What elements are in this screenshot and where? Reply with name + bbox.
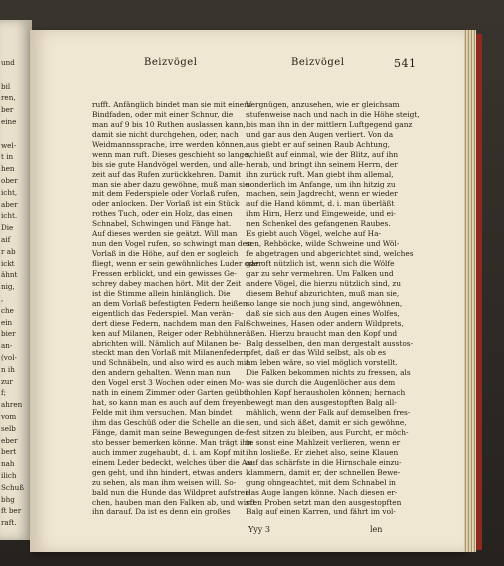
text-line: mählich, wenn der Falk auf demselben fres- xyxy=(246,408,411,418)
text-line: ihn losließe. Er ziehet also, seine Klauen xyxy=(246,447,399,457)
left-page-fragment: , xyxy=(1,294,4,303)
text-line: bald nun die Hunde das Wildpret aufstrei- xyxy=(92,487,251,497)
catchword: len xyxy=(370,525,383,534)
text-line: damit sie nicht durchgehen, oder, nach xyxy=(92,129,239,139)
text-line: Schnabel, Schwingen und Fänge hat. xyxy=(92,219,232,229)
text-line: den Vogel erst 3 Wochen oder einen Mo- xyxy=(92,378,245,388)
text-line: und Schnäbeln, und also wird es auch mit xyxy=(92,358,250,368)
text-line: te sonst eine Mahlzeit verlieren, wenn er xyxy=(246,437,401,447)
page-number: 541 xyxy=(394,57,417,70)
text-line: Bindfaden, oder mit einer Schnur, die xyxy=(92,109,234,119)
red-binding-edge xyxy=(476,34,482,550)
text-line: Fänge, damit man seine Bewegungen de- xyxy=(92,427,247,437)
left-page-fragment: ren, xyxy=(1,93,16,103)
text-line: ihm das Geschüß oder die Schelle an die xyxy=(92,418,245,427)
text-line: was sie durch die Augenlöcher aus dem xyxy=(246,378,396,388)
text-line: sto besser bemerken könne. Man trägt ihn xyxy=(92,437,252,447)
text-line: fliegt, wenn er sein gewöhnliches Luder oder xyxy=(92,259,262,268)
text-line: schießt auf einmal, wie der Blitz, auf ihn xyxy=(246,149,399,159)
text-line: und gar aus den Augen verliert. Von da xyxy=(246,129,394,139)
text-line: fe abgetragen und abgerichtet sind, welches xyxy=(246,249,414,259)
text-line: machen, sein Jagdrecht, wenn er wieder xyxy=(246,189,398,199)
text-line: nun den Vogel rufen, so schwingt man den xyxy=(92,239,252,249)
text-line: hohlen Kopf herausholen können; hernach xyxy=(246,388,406,398)
text-line: ihm Hirn, Herz und Eingeweide, und ei- xyxy=(246,209,396,219)
text-line: klammern, damit er, der schnellen Bewe- xyxy=(246,467,401,477)
left-page-fragment: aber xyxy=(1,199,18,209)
text-line: ihn zurück ruft. Man giebt ihm allemal, xyxy=(246,169,394,179)
text-line: Die Falken bekommen nichts zu fressen, als xyxy=(246,368,411,378)
text-column-right xyxy=(246,100,420,517)
text-line: ihn darauf. Da ist es denn ein großes xyxy=(92,507,231,517)
left-page-fragment: zur xyxy=(1,376,13,386)
page-edges xyxy=(464,30,476,552)
running-head-center: Beizvögel xyxy=(291,57,345,68)
left-page-fragment: Die xyxy=(1,223,14,233)
running-head-left: Beizvögel xyxy=(144,57,198,68)
text-line: nath in einem Zimmer oder Garten geübt xyxy=(92,388,248,398)
text-line: herab, und bringt ihn seinem Herrn, der xyxy=(246,159,398,169)
text-line: bis sie gute Handvögel werden, und alle- xyxy=(92,159,246,169)
text-line: ken auf Milanen, Reiger oder Rebhühner xyxy=(92,328,246,338)
text-line: an dem Vorlaß befestigten Federn heißen xyxy=(92,298,248,308)
text-line: pfet, daß er das Wild selbst, als ob es xyxy=(246,348,387,358)
text-line: sen, und sich äßet, damit er sich gewöhne, xyxy=(246,418,407,427)
left-page-fragment: t in xyxy=(1,152,14,162)
text-line: sten Proben setzt man den ausgestopften xyxy=(246,497,402,507)
text-line: andere Vögel, die hierzu nützlich sind, zu xyxy=(246,278,402,288)
left-page-fragment: bert xyxy=(1,447,17,457)
text-line: einem Leder bedeckt, welches über die Au- xyxy=(92,457,255,467)
left-page-fragment: und xyxy=(1,58,15,67)
text-line: aus giebt er auf seinen Raub Achtung, xyxy=(246,139,390,149)
text-line: so lange sie noch jung sind, angewöhnen, xyxy=(246,298,403,308)
left-page-fragment: wel- xyxy=(1,140,17,150)
text-line: bewegt man den ausgestopften Balg all- xyxy=(246,398,397,408)
text-line: mit dem Federspiele oder Vorlaß rufen, xyxy=(92,189,240,199)
text-line: Vergnügen, anzusehen, wie er gleichsam xyxy=(246,100,400,109)
left-page-fragment: che xyxy=(1,305,14,315)
left-page-fragment: bil xyxy=(1,81,11,91)
text-line: eigentlich das Federspiel. Man verän- xyxy=(92,308,234,318)
text-line: rothes Tuch, oder ein Holz, das einen xyxy=(92,209,233,219)
left-page-fragment: aif xyxy=(1,235,11,244)
left-page-fragment: ähnt xyxy=(1,270,18,280)
left-page-fragment: ickt xyxy=(1,258,15,268)
text-line: auf das schärfste in die Hirnschale einzu- xyxy=(246,457,402,467)
left-page-fragment: ber xyxy=(1,105,14,115)
text-line: Balg desselben, den man dergestalt ausstos- xyxy=(246,338,414,348)
text-line: Auf dieses werden sie geätzt. Will man xyxy=(92,229,238,239)
text-line: äßen. Hierzu braucht man den Kopf und xyxy=(246,328,398,338)
text-line: sonderlich im Anfange, um ihn hitzig zu xyxy=(246,179,396,189)
text-line: Schweines, Hasen oder andern Wildprets, xyxy=(246,318,404,328)
text-line: Balg auf einen Karren, und fährt im vol- xyxy=(246,507,396,517)
text-column-left xyxy=(92,100,262,517)
text-line: nen Schenkel des gefangenen Raubes. xyxy=(246,219,391,229)
text-line: Felde mit ihm versuchen. Man bindet xyxy=(92,408,233,418)
text-line: gung ohngeachtet, mit dem Schnabel in xyxy=(246,477,396,487)
text-line: gen geht, und ihn hindert, etwas anders xyxy=(92,467,243,477)
left-page-fragment: bier xyxy=(1,329,16,339)
left-page-fragment: ilich xyxy=(1,471,17,480)
text-line: auch immer zugehaubt, d. i. am Kopf mit xyxy=(92,447,246,457)
text-line: gar oft nützlich ist, wenn sich die Wölfe xyxy=(246,259,395,268)
left-page-fragment: raft. xyxy=(1,518,17,528)
signature-mark: Yyy 3 xyxy=(248,525,270,534)
text-line: daß sie sich aus den Augen eines Wolfes, xyxy=(246,308,400,318)
left-page-fragment: Schuß xyxy=(1,482,25,492)
left-page-fragment: icht, xyxy=(1,187,18,197)
left-page-fragment: icht. xyxy=(1,211,18,221)
text-line: Vorlaß in die Höhe, auf den er sogleich xyxy=(92,249,239,259)
text-line: dert diese Federn, nachdem man den Fal- xyxy=(92,318,249,328)
left-page-fragment: eber xyxy=(1,435,18,445)
text-line: zeit auf das Rufen zurückkehren. Damit xyxy=(92,169,242,179)
left-page-fragment: ein xyxy=(1,317,13,327)
text-line: ist die Stimme allein hinlänglich. Die xyxy=(92,288,231,298)
left-page-fragment: vom xyxy=(1,412,17,421)
text-line: man auf 9 bis 10 Ruthen auslassen kann, xyxy=(92,119,246,129)
text-line: zu sehen, als man ihm weisen will. So- xyxy=(92,477,237,487)
text-line: chen, hauben man den Falken ab, und wirft xyxy=(92,497,256,507)
text-line: stufenweise nach und nach in die Höhe steigt, xyxy=(246,109,420,119)
left-page-fragment: hen xyxy=(1,164,15,174)
text-line: hat, so kann man es auch auf dem freyen xyxy=(92,398,247,408)
left-page-fragment: ft ber xyxy=(1,506,22,516)
text-line: sen, Rehböcke, wilde Schweine und Wöl- xyxy=(246,239,400,249)
text-line: fest sitzen zu bleiben, aus Furcht, er möch- xyxy=(246,427,409,437)
text-line: Es giebt auch Vögel, welche auf Ha- xyxy=(246,229,382,239)
text-line: abrichten will. Nämlich auf Milanen be- xyxy=(92,338,242,348)
text-line: den andern gehalten. Wenn man nun xyxy=(92,368,231,378)
left-page-fragment: bhg xyxy=(1,494,15,504)
text-line: bis man ihn in der mittlern Luftgegend ganz xyxy=(246,119,413,129)
left-page-fragment: selb xyxy=(1,423,16,433)
left-page-fragment: nig, xyxy=(1,282,15,292)
left-page-fragment: f; xyxy=(1,388,7,398)
text-line: Fressen erblickt, und ein gewisses Ge- xyxy=(92,268,237,278)
left-page-fragment: an- xyxy=(1,341,13,351)
left-page-fragment: ober xyxy=(1,176,18,185)
text-line: rufft. Anfänglich bindet man sie mit einem xyxy=(92,100,252,109)
text-line: wenn man ruft. Dieses geschieht so lange, xyxy=(92,149,251,159)
left-page-fragment: eine xyxy=(1,117,17,126)
text-line: oder anlocken. Der Vorlaß ist ein Stück xyxy=(92,199,240,209)
text-line: steckt man den Vorlaß mit Milanenfedern xyxy=(92,348,249,358)
text-line: schrey dabey machen hört. Mit der Zeit xyxy=(92,278,242,288)
left-page-edge xyxy=(0,20,32,540)
text-line: man sie aber dazu gewöhne, muß man sie xyxy=(92,179,250,189)
left-page-fragment: nah xyxy=(1,459,15,469)
left-page-fragment: r ab xyxy=(1,246,16,256)
left-page-fragment: n ih xyxy=(1,364,15,374)
left-page-fragment: ahren xyxy=(1,400,23,410)
text-line: das Auge langen könne. Nach diesen er- xyxy=(246,487,398,497)
text-line: gar zu sehr vermehren. Um Falken und xyxy=(246,268,394,278)
text-line: am leben wäre, so viel möglich vorstellt. xyxy=(246,358,398,368)
text-line: auf die Hand kömmt, d. i. man überläßt xyxy=(246,199,395,209)
text-line: Weidmannssprache, irre werden können, xyxy=(92,139,247,149)
text-line: diesem Behuf abzurichten, muß man sie, xyxy=(246,288,400,298)
left-page-fragment: (vol- xyxy=(1,353,17,362)
